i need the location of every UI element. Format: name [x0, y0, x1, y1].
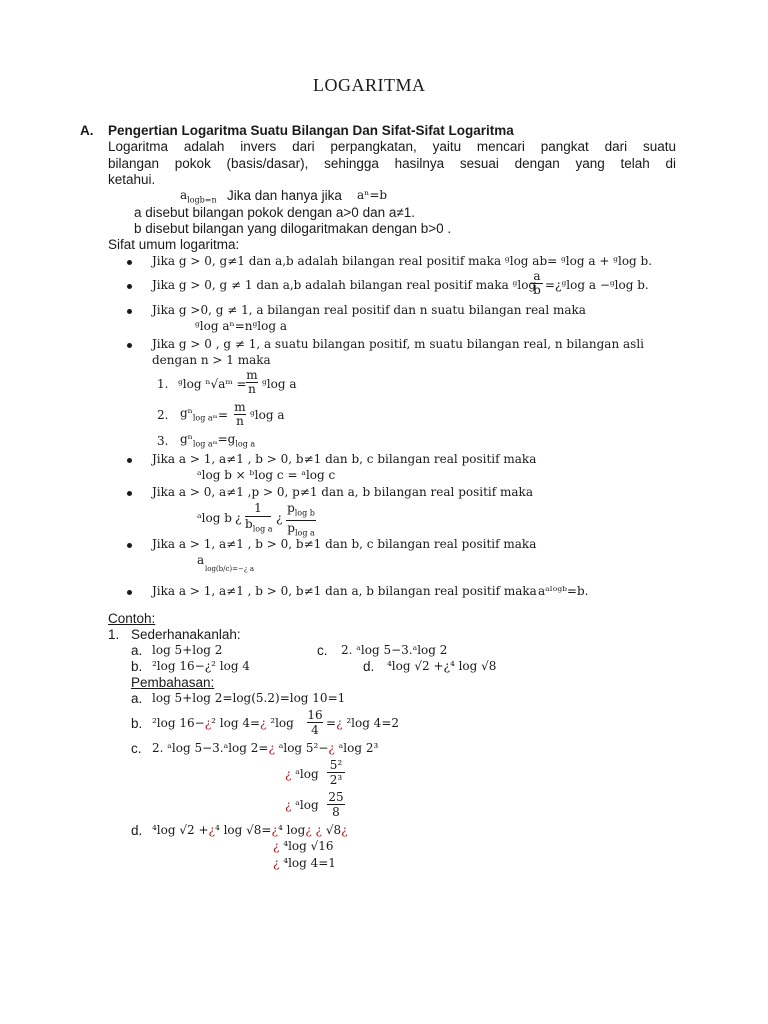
bullet-marker [127, 590, 132, 595]
item-2-rhs: ᵍlog a [250, 408, 285, 422]
expr-marker: ¿ [271, 823, 278, 837]
definition-lhs: a [180, 188, 188, 202]
fraction-numerator: 25 [328, 790, 344, 804]
fraction-numerator: m [246, 368, 258, 382]
expr-part: = [326, 716, 337, 730]
fraction-den-sub: log a [252, 524, 273, 534]
expr-part: √8 [322, 823, 342, 837]
question-b-label: b. [131, 659, 143, 674]
bullet-marker [127, 543, 132, 548]
section-letter: A. [80, 123, 94, 138]
solution-a-expr: log 5+log 2=log(5.2)=log 10=1 [152, 691, 346, 705]
definition-lhs-sub: logb=n [187, 195, 217, 205]
expr-marker: ¿ [273, 839, 280, 853]
solution-a-label: a. [131, 691, 143, 706]
question-c-label: c. [317, 643, 328, 658]
question-a-label: a. [131, 643, 143, 658]
property-7: Jika a > 1, a≠1 , b > 0, b≠1 dan b, c bilangan real positif maka [152, 537, 537, 551]
expr-part: ᵃlog 2³ [334, 741, 379, 755]
property-6-mid-2: ¿ [276, 511, 283, 525]
bullet-marker [127, 309, 132, 314]
property-4-continuation: dengan n > 1 maka [152, 353, 271, 367]
property-8-tail: aᵃˡᵒᵍᵇ=b. [538, 584, 589, 598]
question-d-expr: ⁴log √2 +¿⁴ log √8 [387, 659, 497, 673]
paragraph-line-2: bilangan pokok (basis/dasar), sehingga hasilnya sesuai dengan yang telah di [108, 156, 676, 171]
fraction-num-base: p [287, 501, 295, 515]
item-1-lhs: ᵍlog ⁿ√aᵐ = [178, 377, 247, 391]
paragraph-line-1: Logaritma adalah invers dari perpangkatan, yaitu mencari pangkat dari suatu [108, 139, 676, 154]
fraction-denominator: 4 [307, 722, 323, 737]
item-3-base: gⁿ [180, 432, 193, 446]
expr-part: ²log 16− [152, 716, 205, 730]
property-7-sub: log(b/c)=−¿ a [205, 565, 255, 573]
property-6-mid: ¿ [235, 511, 242, 525]
property-5-formula: ᵃlog b × ᵇlog c = ᵃlog c [197, 468, 336, 482]
expr-part: ²log 4=2 [342, 716, 400, 730]
question-c-expr: 2. ᵃlog 5−3.ᵃlog 2 [341, 643, 448, 657]
definition-a: a disebut bilangan pokok dengan a>0 dan a≠1. [134, 205, 416, 220]
item-1-fraction [246, 369, 258, 396]
property-5: Jika a > 1, a≠1 , b > 0, b≠1 dan b, c bilangan real positif maka [152, 452, 537, 466]
definition-formula [180, 188, 217, 204]
item-2-base: gⁿ [180, 406, 193, 420]
item-2-fraction [234, 401, 246, 428]
expr-marker: ¿ [341, 823, 348, 837]
fraction-numerator: 16 [307, 708, 323, 722]
solution-b-fraction [307, 708, 323, 737]
bullet-marker [127, 260, 132, 265]
fraction-den-sub: log a [294, 528, 315, 538]
expr-part: ⁴ log √8= [214, 823, 272, 837]
expr-marker: ¿ [285, 798, 292, 812]
property-6-fraction-1 [245, 501, 271, 536]
expr-part: ⁴log 4=1 [279, 856, 336, 870]
question-d-label: d. [363, 659, 375, 674]
property-2: Jika g > 0, g ≠ 1 dan a,b adalah bilangan real positif maka ᵍlog [152, 278, 537, 292]
expr-part: ⁴log √2 + [152, 823, 209, 837]
expr-part: ᵃlog 5²− [274, 741, 329, 755]
property-3: Jika g >0, g ≠ 1, a bilangan real positif dan n suatu bilangan real maka [152, 303, 586, 317]
solution-b-tail [326, 716, 399, 730]
expr-marker: ¿ [273, 856, 280, 870]
fraction-num-sub: log b [294, 508, 315, 518]
property-3-formula: ᵍlog aⁿ=nᵍlog a [195, 319, 287, 333]
expr-marker: ¿ [336, 716, 343, 730]
bullet-marker [127, 343, 132, 348]
solution-d-line-2 [273, 839, 334, 853]
fraction-numerator: a [533, 269, 541, 283]
expr-part: ⁴ log [277, 823, 306, 837]
fraction-denominator: 8 [327, 804, 345, 819]
expr-part: ² log 4= [211, 716, 261, 730]
paragraph-line-3: ketahui. [108, 172, 156, 187]
question-b-expr: ²log 16−¿² log 4 [152, 659, 250, 673]
definition-connector: Jika dan hanya jika [227, 188, 342, 203]
pembahasan-heading: Pembahasan: [131, 675, 215, 690]
fraction-numerator: m [234, 400, 246, 414]
solution-b-label: b. [131, 716, 143, 731]
expr-part: ᵃlog [291, 767, 319, 781]
item-2-eq: = [218, 408, 229, 422]
definition-rhs: aⁿ=b [357, 188, 388, 202]
fraction-numerator: 1 [254, 501, 262, 515]
item-number: 3. [157, 434, 169, 448]
sifat-heading: Sifat umum logaritma: [108, 237, 240, 252]
fraction-denominator: 2³ [327, 772, 345, 787]
item-3-rhs: =g [217, 432, 236, 446]
item-2-lhs [180, 406, 218, 422]
expr-part: ²log [266, 716, 294, 730]
solution-c-label: c. [131, 741, 142, 756]
expr-marker: ¿ [208, 823, 215, 837]
item-3-sub: log aᵐ [192, 439, 218, 449]
bullet-marker [127, 491, 132, 496]
expr-marker: ¿ ¿ [305, 823, 322, 837]
solution-c-fraction-2 [327, 790, 345, 819]
solution-c-line-3 [285, 798, 319, 812]
fraction-denominator [245, 516, 271, 536]
expr-marker: ¿ [260, 716, 267, 730]
property-7-formula [197, 553, 204, 567]
item-3-rhs-sub: log a [235, 439, 256, 449]
solution-d-expr [152, 823, 348, 837]
bullet-marker [127, 284, 132, 289]
solution-b-expr [152, 716, 294, 730]
bullet-marker [127, 458, 132, 463]
property-1: Jika g > 0, g≠1 dan a,b adalah bilangan real positif maka ᵍlog ab= ᵍlog a + ᵍlog b. [152, 254, 653, 268]
expr-marker: ¿ [328, 741, 335, 755]
property-6-fraction-2 [286, 501, 316, 541]
item-2-sub: log aᵐ [192, 413, 218, 423]
item-number: 2. [157, 408, 169, 422]
fraction-numerator [286, 501, 316, 520]
property-7-base: a [197, 553, 205, 567]
item-3-formula [180, 432, 255, 448]
contoh-heading: Contoh: [108, 611, 156, 626]
question-a-expr: log 5+log 2 [152, 643, 223, 657]
solution-c-fraction-1 [327, 758, 345, 787]
property-6: Jika a > 0, a≠1 ,p > 0, p≠1 dan a, b bilangan real positif maka [152, 485, 533, 499]
expr-part: 2. ᵃlog 5−3.ᵃlog 2= [152, 741, 269, 755]
solution-d-label: d. [131, 823, 143, 838]
fraction-denominator: n [246, 382, 258, 396]
question-number: 1. [108, 627, 120, 642]
item-number: 1. [157, 377, 169, 391]
fraction-denominator: n [234, 414, 246, 428]
definition-b: b disebut bilangan yang dilogaritmakan dengan b>0 . [134, 221, 452, 236]
expr-part: ᵃlog [291, 798, 319, 812]
section-heading: Pengertian Logaritma Suatu Bilangan Dan Sifat-Sifat Logaritma [108, 123, 514, 138]
expr-part: ⁴log √16 [279, 839, 334, 853]
property-2-tail: =¿ᵍlog a −ᵍlog b. [545, 278, 649, 292]
property-6-lhs: ᵃlog b [197, 511, 232, 525]
fraction-den-base: b [245, 517, 253, 531]
expr-marker: ¿ [268, 741, 275, 755]
property-4: Jika g > 0 , g ≠ 1, a suatu bilangan positif, m suatu bilangan real, n bilangan asli [152, 337, 644, 351]
question-text: Sederhanakanlah: [131, 627, 241, 642]
property-8: Jika a > 1, a≠1 , b > 0, b≠1 dan a, b bilangan real positif maka [152, 584, 537, 598]
fraction-den-base: p [287, 521, 295, 536]
page-title: LOGARITMA [313, 75, 426, 95]
solution-c-expr [152, 741, 378, 755]
expr-marker: ¿ [204, 716, 212, 730]
expr-marker: ¿ [285, 767, 292, 781]
solution-c-line-2 [285, 767, 319, 781]
item-1-rhs: ᵍlog a [262, 377, 297, 391]
property-2-fraction [531, 270, 543, 297]
fraction-denominator: b [531, 283, 543, 297]
solution-d-line-3 [273, 856, 336, 870]
fraction-numerator: 5² [329, 758, 343, 772]
